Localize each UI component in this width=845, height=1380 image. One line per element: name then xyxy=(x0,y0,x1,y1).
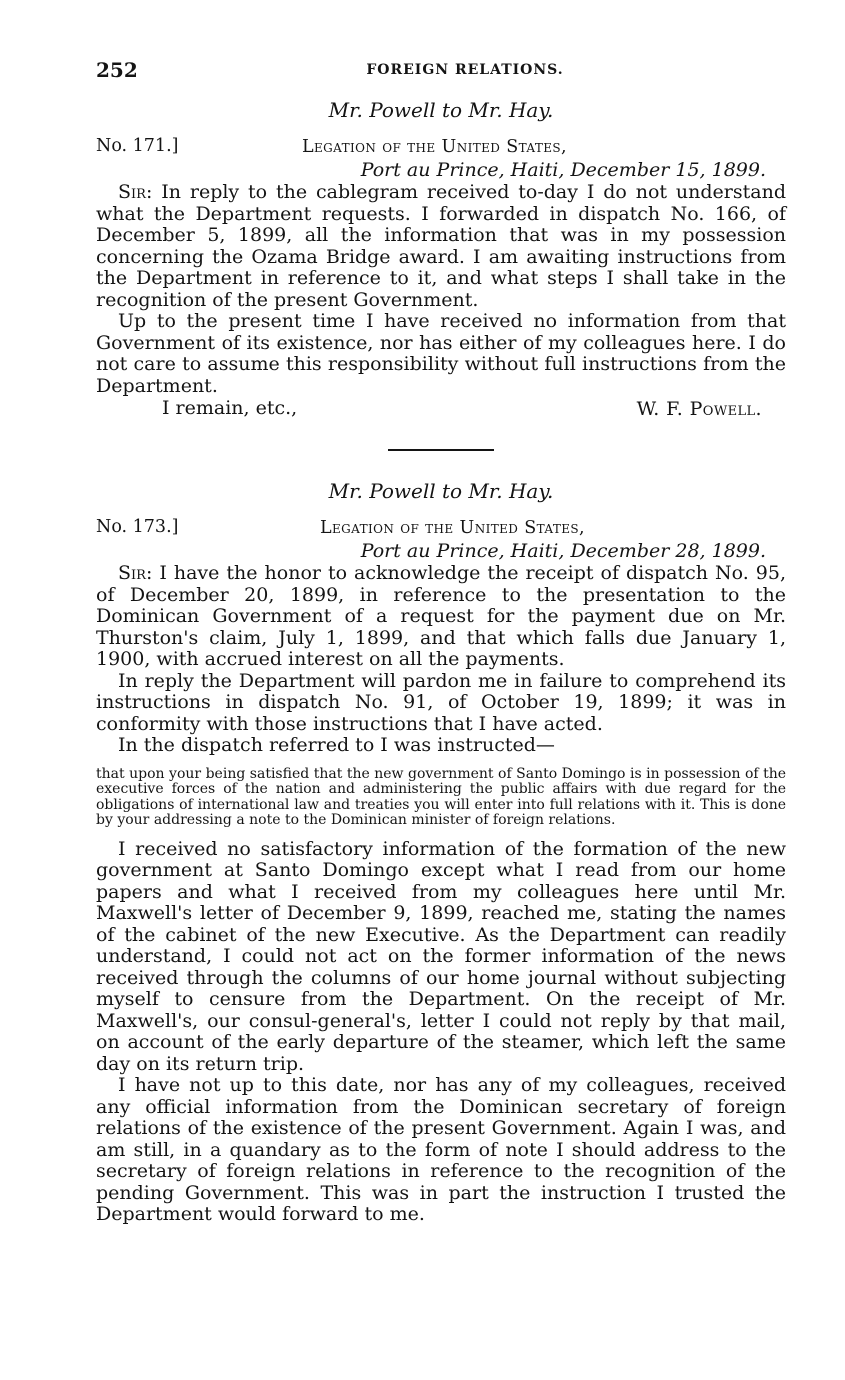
paragraph-text: I have the honor to acknowledge the receipt of dispatch No. 95, of December 20, 1899, in reference to the presentation to the Dominican Government of a request for the payment due on Mr. Thurston's claim, July 1, 1899, and that which falls due January 1, 1900, with accrued interest on all the payments. xyxy=(96,562,787,670)
salutation: Sir: xyxy=(118,562,153,584)
legation-line: Legation of the United States, xyxy=(320,518,585,538)
letter-number-line xyxy=(96,517,786,539)
salutation: Sir: xyxy=(118,181,153,203)
running-title: FOREIGN RELATIONS. xyxy=(366,62,564,78)
place-date: Port au Prince, Haiti, December 28, 1899. xyxy=(360,540,766,562)
body-paragraph: I received no satisfactory information of the formation of the new government at Santo Domingo except what I read from our home papers and what I received from my colleagues here until Mr. Maxwell's letter of December 9, 1899, reached me, stating the names of the cabinet of the new Executive. As the Department can readily understand, I could not act on the former information of the news received through the columns of our home journal without subjecting myself to censure from the Department. On the receipt of Mr. Maxwell's, our consul-general's, letter I could not reply by that mail, on account of the early departure of the steamer, which left the same day on its return trip. xyxy=(96,837,786,1075)
body-paragraph: In the dispatch referred to I was instructed— xyxy=(118,734,555,756)
body-paragraph xyxy=(96,182,786,311)
body-paragraph: I have not up to this date, nor has any of my colleagues, received any official information from the Dominican secretary of foreign relations of the existence of the present Government. Again I was, and am still, in a quandary as to the form of note I should address to the secretary of foreign relations in reference to the recognition of the pending Government. This was in part the instruction I trusted the Department would forward to me. xyxy=(96,1074,786,1225)
complimentary-close: I remain, etc., xyxy=(162,397,298,419)
block-quote xyxy=(96,767,786,829)
letter-171 xyxy=(96,98,786,423)
signature: W. F. Powell. xyxy=(636,398,762,420)
quote-text: that upon your being satisfied that the new government of Santo Domingo is in possession of the executive forces of the nation and administering the public affairs with due regard for the obligations of international law and treaties you will enter into full relations with it. This is done by your addressing a note to the Dominican minister of foreign relations. xyxy=(96,765,786,828)
section-divider xyxy=(388,449,494,451)
letter-number-line xyxy=(96,136,786,158)
legation-line: Legation of the United States, xyxy=(302,137,567,157)
letter-number: No. 171.] xyxy=(96,136,179,156)
letter-heading: Mr. Powell to Mr. Hay. xyxy=(328,98,554,122)
running-header xyxy=(96,54,786,88)
letter-number: No. 173.] xyxy=(96,517,179,537)
place-date: Port au Prince, Haiti, December 15, 1899. xyxy=(360,159,766,181)
body-paragraph xyxy=(96,563,786,671)
paragraph-text: In reply to the cablegram received to-day I do not understand what the Department requests. I forwarded in dispatch No. 166, of December 5, 1899, all the information that was in my possession concerning the Ozama Bridge award. I am awaiting instructions from the Department in reference to it, and what steps I shall take in the recognition of the present Government. xyxy=(96,181,786,311)
letter-173 xyxy=(96,479,786,1226)
document-page xyxy=(96,54,786,1226)
body-paragraph: In reply the Department will pardon me in failure to comprehend its instructions in dispatch No. 91, of October 19, 1899; it was in conformity with those instructions that I have acted. xyxy=(96,669,786,735)
body-paragraph: Up to the present time I have received no information from that Government of its existence, nor has either of my colleagues here. I do not care to assume this responsibility without full instructions from the Department. xyxy=(96,310,786,397)
letter-heading: Mr. Powell to Mr. Hay. xyxy=(328,479,554,503)
page-number: 252 xyxy=(96,58,138,82)
closing-line xyxy=(96,397,786,423)
